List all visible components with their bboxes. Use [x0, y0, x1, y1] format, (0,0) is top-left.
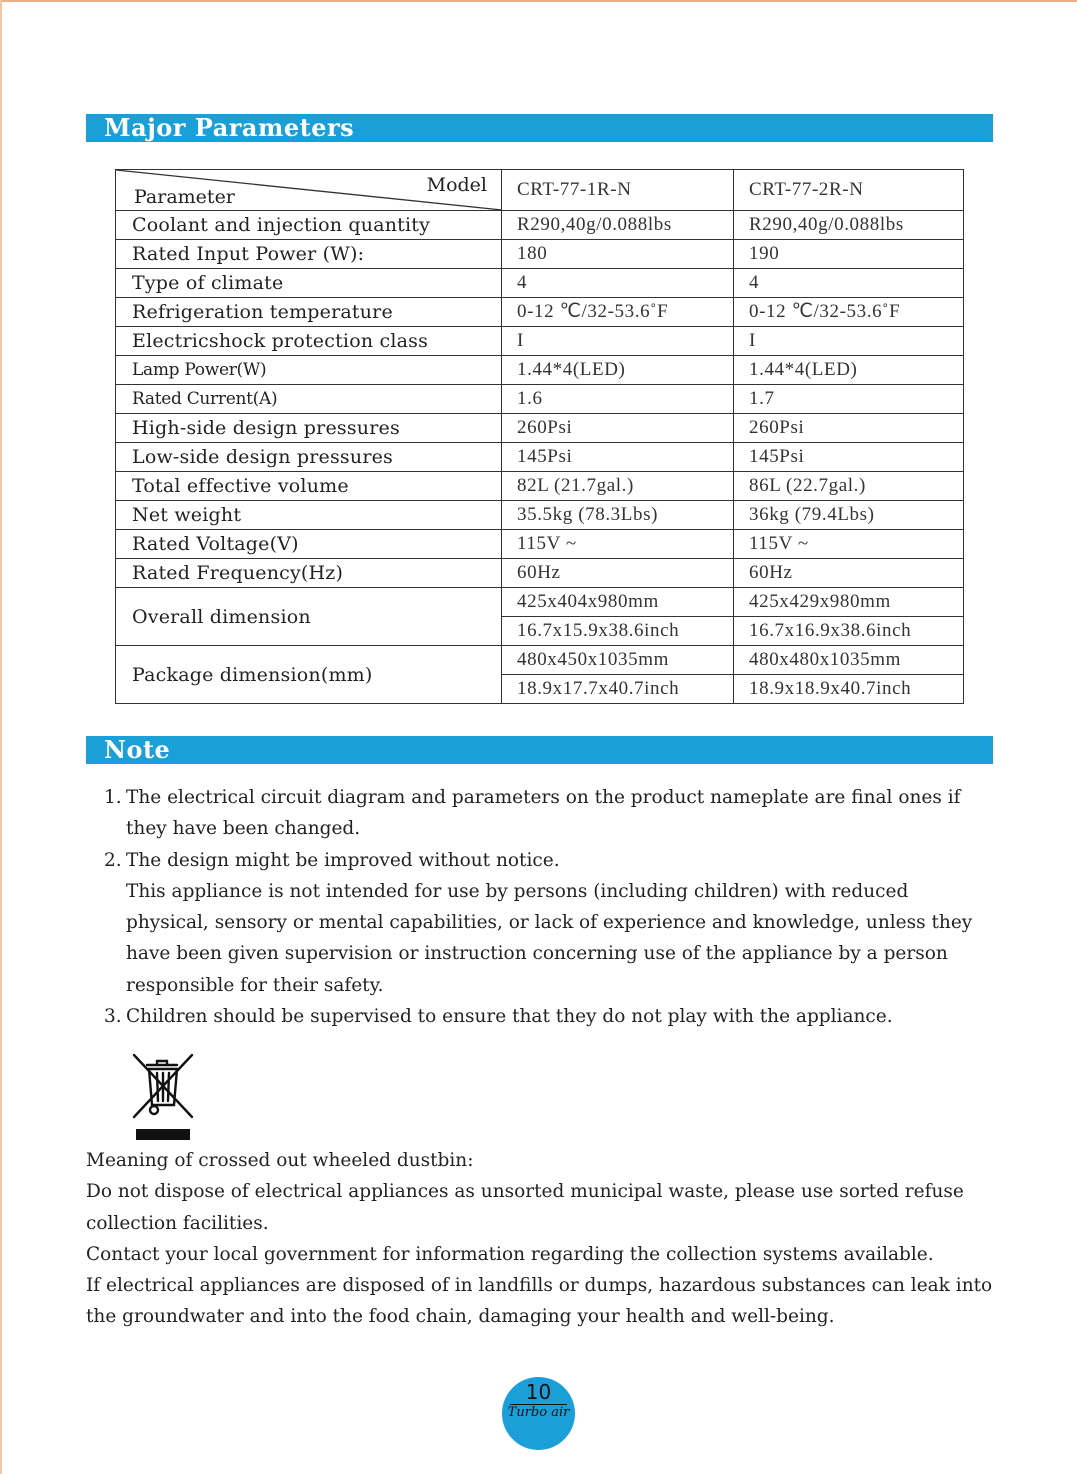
row-value-model-2: 480x480x1035mm [734, 646, 964, 675]
table-row [116, 530, 964, 559]
notes-list [100, 782, 990, 1032]
table-row [116, 443, 964, 472]
parameters-table [115, 169, 964, 704]
row-value-model-2: I [734, 327, 964, 356]
row-value-model-2: 4 [734, 269, 964, 298]
row-value-model-1: 115V ~ [502, 530, 734, 559]
header-model-label: Model [426, 174, 487, 196]
disposal-line: Do not dispose of electrical appliances as unsorted municipal waste, please use sorted refuse collection facilities. [86, 1181, 964, 1234]
note-number: 3. [104, 1006, 122, 1028]
header-parameter-label: Parameter [134, 186, 235, 208]
note-number: 1. [104, 787, 122, 808]
table-row [116, 559, 964, 588]
table-row [116, 327, 964, 356]
brand-logo-text: Turbo air [507, 1405, 570, 1420]
row-label: Total effective volume [116, 472, 502, 501]
row-label: High-side design pressures [116, 414, 502, 443]
row-value-model-2: 145Psi [734, 443, 964, 472]
row-value-model-1: I [502, 327, 734, 356]
disposal-text [86, 1145, 1001, 1333]
row-value-model-1: 180 [502, 240, 734, 269]
table-header-diagonal-cell [116, 170, 502, 211]
table-row [116, 356, 964, 385]
row-value-model-1: 60Hz [502, 559, 734, 588]
table-row [116, 588, 964, 617]
table-header-row [116, 170, 964, 211]
note-text: Children should be supervised to ensure that they do not play with the appliance. [126, 1006, 893, 1028]
page-top-edge [0, 0, 1077, 2]
row-value-model-2: 115V ~ [734, 530, 964, 559]
table-row [116, 385, 964, 414]
model-2-header: CRT-77-2R-N [734, 170, 964, 211]
note-item-2 [100, 845, 990, 876]
table-row [116, 269, 964, 298]
note-paragraph: This appliance is not intended for use by persons (including children) with reduced physical, sensory or mental capabilities, or lack of experience and knowledge, unless they have been given supervision or instruction concerning use of the appliance by a person responsible for their safety. [126, 880, 973, 996]
row-label: Electricshock protection class [116, 327, 502, 356]
row-value-model-2: 86L (22.7gal.) [734, 472, 964, 501]
table-row [116, 501, 964, 530]
row-label: Low-side design pressures [116, 443, 502, 472]
row-value-model-1: 145Psi [502, 443, 734, 472]
table-row [116, 472, 964, 501]
row-label: Rated Input Power (W): [116, 240, 502, 269]
row-value-model-1: 18.9x17.7x40.7inch [502, 675, 734, 704]
row-value-model-2: 425x429x980mm [734, 588, 964, 617]
row-value-model-2: 190 [734, 240, 964, 269]
row-value-model-1: 260Psi [502, 414, 734, 443]
row-value-model-2: 36kg (79.4Lbs) [734, 501, 964, 530]
model-1-header: CRT-77-1R-N [502, 170, 734, 211]
row-label: Coolant and injection quantity [116, 211, 502, 240]
row-value-model-2: 260Psi [734, 414, 964, 443]
row-label: Net weight [116, 501, 502, 530]
row-value-model-1: 4 [502, 269, 734, 298]
disposal-line: Contact your local government for information regarding the collection systems available. [86, 1243, 934, 1265]
row-value-model-2: 1.44*4(LED) [734, 356, 964, 385]
page-number: 10 [525, 1380, 552, 1404]
note-item-1 [100, 782, 990, 845]
row-value-model-1: 82L (21.7gal.) [502, 472, 734, 501]
row-value-model-2: R290,40g/0.088lbs [734, 211, 964, 240]
table-row [116, 646, 964, 675]
note-heading: Note [86, 736, 993, 764]
crossed-out-wheeled-bin-icon [130, 1051, 196, 1147]
row-label: Package dimension(mm) [116, 646, 502, 704]
row-value-model-2: 60Hz [734, 559, 964, 588]
row-label: Overall dimension [116, 588, 502, 646]
row-value-model-1: 1.6 [502, 385, 734, 414]
row-value-model-1: 16.7x15.9x38.6inch [502, 617, 734, 646]
row-label: Lamp Power(W) [116, 356, 502, 385]
row-label: Rated Current(A) [116, 385, 502, 414]
table-row [116, 240, 964, 269]
row-value-model-2: 1.7 [734, 385, 964, 414]
note-text: The electrical circuit diagram and parameters on the product nameplate are final ones if they have been changed. [126, 787, 961, 840]
row-value-model-1: 425x404x980mm [502, 588, 734, 617]
note-text: The design might be improved without notice. [126, 849, 560, 871]
page-left-edge [0, 0, 2, 1474]
disposal-line: If electrical appliances are disposed of in landfills or dumps, hazardous substances can leak into the groundwater and into the food chain, damaging your health and well-being. [86, 1275, 993, 1328]
row-value-model-1: 35.5kg (78.3Lbs) [502, 501, 734, 530]
disposal-meaning: Meaning of crossed out wheeled dustbin: [86, 1150, 474, 1171]
row-label: Type of climate [116, 269, 502, 298]
row-label: Rated Voltage(V) [116, 530, 502, 559]
table-row [116, 298, 964, 327]
page-footer-badge [502, 1377, 575, 1450]
note-item-3 [100, 1001, 990, 1032]
row-value-model-2: 16.7x16.9x38.6inch [734, 617, 964, 646]
row-value-model-1: 1.44*4(LED) [502, 356, 734, 385]
table-row [116, 414, 964, 443]
row-value-model-2: 18.9x18.9x40.7inch [734, 675, 964, 704]
table-row [116, 211, 964, 240]
major-parameters-heading: Major Parameters [86, 114, 993, 142]
row-label: Refrigeration temperature [116, 298, 502, 327]
row-value-model-2: 0-12 ℃/32-53.6˚F [734, 298, 964, 327]
row-value-model-1: 480x450x1035mm [502, 646, 734, 675]
note-number: 2. [104, 849, 122, 871]
row-value-model-1: 0-12 ℃/32-53.6˚F [502, 298, 734, 327]
row-value-model-1: R290,40g/0.088lbs [502, 211, 734, 240]
row-label: Rated Frequency(Hz) [116, 559, 502, 588]
